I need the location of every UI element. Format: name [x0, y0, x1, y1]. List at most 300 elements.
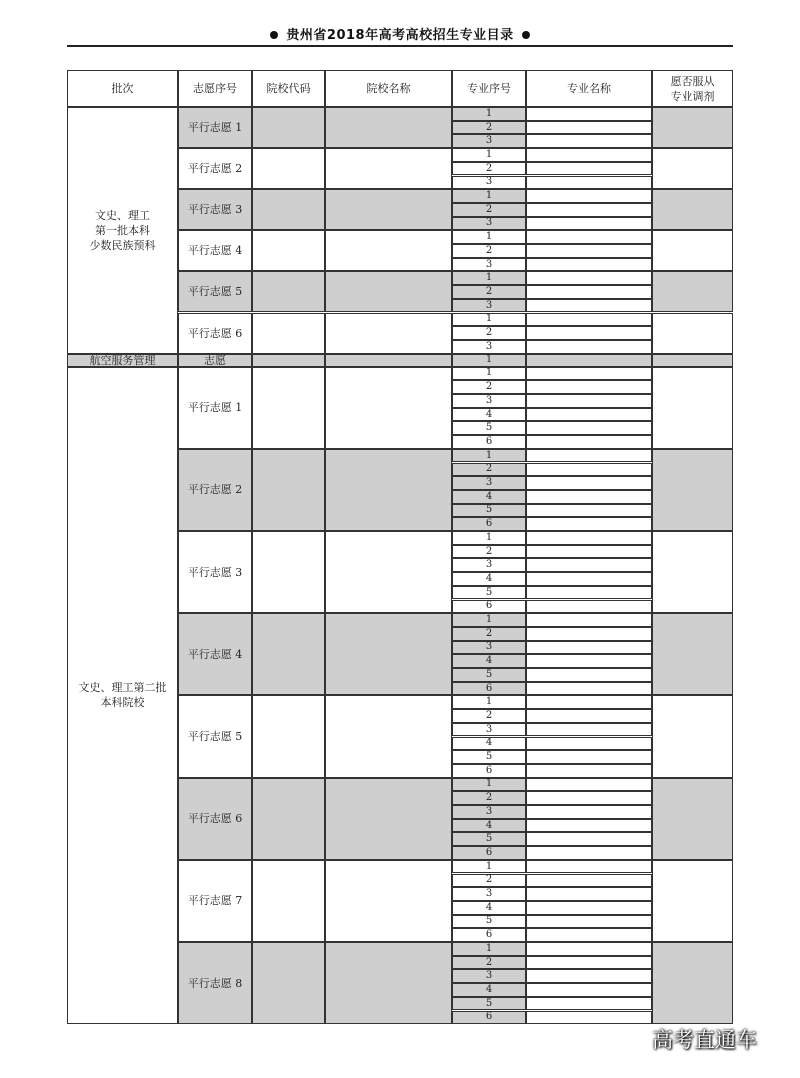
major-seq-number — [452, 162, 526, 176]
major-seq-number-text: 1 — [485, 272, 493, 284]
batch1-volunteer-5-text: 平行志愿 5 — [187, 285, 243, 299]
major-seq-number — [452, 449, 526, 463]
batch2-school-name-input — [325, 860, 452, 942]
batch2-volunteer-6 — [178, 778, 252, 860]
major-seq-number — [452, 627, 526, 641]
major-seq-number — [452, 901, 526, 915]
major-name-input — [526, 668, 652, 682]
major-name-input — [526, 203, 652, 217]
major-seq-number-text: 5 — [485, 751, 493, 763]
major-seq-number — [452, 983, 526, 997]
major-seq-number-text: 6 — [485, 435, 493, 447]
major-seq-number — [452, 504, 526, 518]
major-seq-number-text: 4 — [485, 490, 493, 502]
major-name-input — [526, 258, 652, 272]
volunteer-form-table — [67, 70, 733, 1026]
batch1-volunteer-4 — [178, 230, 252, 271]
batch2-volunteer-4 — [178, 613, 252, 695]
major-seq-number — [452, 928, 526, 942]
batch1-adjust-input — [652, 271, 733, 312]
batch1-school-name-input — [325, 107, 452, 148]
aviation-batch-label-text: 航空服务管理 — [89, 353, 156, 367]
major-seq-number-text: 3 — [485, 477, 493, 489]
major-seq-number-text: 6 — [485, 846, 493, 858]
major-seq-number — [452, 586, 526, 600]
major-seq-number-text: 2 — [485, 162, 493, 174]
batch2-adjust-input — [652, 695, 733, 777]
volunteer-no-header — [178, 70, 252, 107]
major-name-input — [526, 572, 652, 586]
batch1-school-code-input — [252, 271, 325, 312]
major-name-input — [526, 230, 652, 244]
major-seq-number — [452, 258, 526, 272]
major-name-input — [526, 983, 652, 997]
school-code-header — [252, 70, 325, 107]
major-seq-number-text: 1 — [485, 860, 493, 872]
major-seq-number — [452, 791, 526, 805]
major-seq-number-text: 2 — [485, 956, 493, 968]
batch2-school-name-input — [325, 695, 452, 777]
major-seq-number-text: 2 — [485, 381, 493, 393]
batch1-adjust-input — [652, 148, 733, 189]
major-seq-number — [452, 244, 526, 258]
major-seq-number-text: 1 — [485, 107, 493, 119]
batch2-school-code-input — [252, 860, 325, 942]
major-seq-number-text: 1 — [485, 531, 493, 543]
major-seq-number — [452, 668, 526, 682]
major-seq-number-text: 4 — [485, 655, 493, 667]
major-name-input — [526, 162, 652, 176]
major-seq-number — [452, 874, 526, 888]
major-seq-number-text: 4 — [485, 901, 493, 913]
major-seq-number-text: 3 — [485, 340, 493, 352]
batch1-school-code-input — [252, 230, 325, 271]
major-seq-number — [452, 969, 526, 983]
batch1-school-code-input — [252, 189, 325, 230]
major-seq-number — [452, 380, 526, 394]
aviation-volunteer — [178, 354, 252, 367]
batch-header-text: 批次 — [111, 82, 134, 95]
major-seq-number-text: 1 — [485, 231, 493, 243]
major-name-input — [526, 778, 652, 792]
major-name-input — [526, 545, 652, 559]
major-name-input — [526, 956, 652, 970]
major-name-input — [526, 531, 652, 545]
major-name-input — [526, 586, 652, 600]
batch2-school-name-input — [325, 778, 452, 860]
major-seq-number — [452, 230, 526, 244]
major-seq-number — [452, 326, 526, 340]
batch1-volunteer-2-text: 平行志愿 2 — [187, 162, 243, 176]
major-name-input — [526, 340, 652, 354]
major-seq-number-text: 4 — [485, 819, 493, 831]
major-seq-number — [452, 805, 526, 819]
batch1-volunteer-4-text: 平行志愿 4 — [187, 244, 243, 258]
major-seq-number — [452, 613, 526, 627]
batch2-adjust-input — [652, 531, 733, 613]
major-seq-number-text: 6 — [485, 764, 493, 776]
major-name-input — [526, 408, 652, 422]
batch1-adjust-input — [652, 230, 733, 271]
major-seq-number — [452, 435, 526, 449]
major-name-input — [526, 176, 652, 190]
major-seq-number — [452, 476, 526, 490]
batch1-school-name-input — [325, 230, 452, 271]
batch1-volunteer-1 — [178, 107, 252, 148]
batch1-volunteer-5 — [178, 271, 252, 312]
batch2-school-code-input — [252, 613, 325, 695]
major-seq-number — [452, 367, 526, 381]
major-seq-number-text: 3 — [485, 217, 493, 229]
aviation-volunteer-text: 志愿 — [204, 353, 226, 367]
major-seq-number — [452, 531, 526, 545]
major-name-input — [526, 819, 652, 833]
major-seq-number-text: 2 — [485, 627, 493, 639]
batch2-volunteer-6-text: 平行志愿 6 — [187, 812, 243, 826]
major-seq-number-text: 3 — [485, 723, 493, 735]
batch2-adjust-input — [652, 942, 733, 1024]
major-seq-number — [452, 285, 526, 299]
major-name-input — [526, 394, 652, 408]
batch2-adjust-input — [652, 860, 733, 942]
major-name-input — [526, 121, 652, 135]
batch2-volunteer-2-text: 平行志愿 2 — [187, 483, 243, 497]
major-seq-number — [452, 203, 526, 217]
major-seq-number-text: 3 — [485, 805, 493, 817]
aviation-school-name-input — [325, 354, 452, 367]
major-seq-number — [452, 148, 526, 162]
major-seq-number — [452, 558, 526, 572]
major-seq-number-text: 6 — [485, 518, 493, 530]
major-name-input — [526, 490, 652, 504]
major-seq-number — [452, 121, 526, 135]
major-seq-number — [452, 408, 526, 422]
major-seq-number-text: 4 — [485, 408, 493, 420]
major-seq-number-text: 6 — [485, 600, 493, 612]
major-seq-number — [452, 737, 526, 751]
major-seq-number-text: 3 — [485, 258, 493, 270]
batch1-volunteer-2 — [178, 148, 252, 189]
major-seq-number — [452, 107, 526, 121]
major-seq-number-text: 2 — [485, 121, 493, 133]
batch2-school-code-input — [252, 942, 325, 1024]
batch1-school-code-input — [252, 313, 325, 354]
major-name-input — [526, 942, 652, 956]
major-name-input — [526, 1011, 652, 1025]
major-seq-number-text: 5 — [485, 504, 493, 516]
major-name-input — [526, 832, 652, 846]
batch2-school-code-input — [252, 531, 325, 613]
major-seq-number — [452, 997, 526, 1011]
batch2-volunteer-4-text: 平行志愿 4 — [187, 647, 243, 661]
batch2-volunteer-8 — [178, 942, 252, 1024]
batch2-school-name-input — [325, 449, 452, 531]
batch1-volunteer-1-text: 平行志愿 1 — [187, 121, 243, 135]
major-seq-number — [452, 956, 526, 970]
major-seq-number-text: 3 — [485, 176, 493, 188]
batch2-adjust-input — [652, 449, 733, 531]
major-seq-number-text: 5 — [485, 833, 493, 845]
major-name-input — [526, 435, 652, 449]
batch1-adjust-input — [652, 107, 733, 148]
major-name-input — [526, 380, 652, 394]
batch2-volunteer-8-text: 平行志愿 8 — [187, 976, 243, 990]
major-seq-number-text: 1 — [485, 313, 493, 325]
school-code-header-text: 院校代码 — [266, 82, 311, 95]
major-seq-number-text: 1 — [485, 367, 493, 379]
major-name-input — [526, 627, 652, 641]
major-name-input — [526, 189, 652, 203]
major-no-header — [452, 70, 526, 107]
page-header — [0, 24, 800, 43]
major-seq-number — [452, 134, 526, 148]
major-seq-number — [452, 641, 526, 655]
major-seq-number-text: 4 — [485, 983, 493, 995]
major-seq-number-text: 1 — [485, 696, 493, 708]
major-seq-number — [452, 723, 526, 737]
major-seq-number — [452, 764, 526, 778]
major-seq-number — [452, 299, 526, 313]
batch2-volunteer-7 — [178, 860, 252, 942]
batch1-school-code-input — [252, 148, 325, 189]
major-name-input — [526, 504, 652, 518]
accept-adjustment-header-text: 愿否服从 专业调剂 — [670, 74, 715, 103]
batch2-school-code-input — [252, 695, 325, 777]
batch1-school-name-input — [325, 148, 452, 189]
major-name-input — [526, 641, 652, 655]
major-name-input — [526, 928, 652, 942]
major-seq-number-text: 1 — [485, 190, 493, 202]
major-name-input — [526, 613, 652, 627]
major-seq-number — [452, 832, 526, 846]
major-name-input — [526, 901, 652, 915]
major-seq-number-text: 3 — [485, 135, 493, 147]
watermark: 高考直通车 — [652, 1028, 757, 1052]
major-seq-number — [452, 600, 526, 614]
major-name-input — [526, 517, 652, 531]
major-name-input — [526, 860, 652, 874]
major-seq-number-text: 6 — [485, 682, 493, 694]
major-name-input — [526, 463, 652, 477]
major-seq-number-text: 2 — [485, 203, 493, 215]
batch2-volunteer-3-text: 平行志愿 3 — [187, 565, 243, 579]
major-seq-number — [452, 313, 526, 327]
major-name-input — [526, 654, 652, 668]
major-seq-number-text: 2 — [485, 285, 493, 297]
major-name-input — [526, 723, 652, 737]
major-name-input — [526, 846, 652, 860]
header-rule — [67, 45, 733, 47]
major-name-input — [526, 134, 652, 148]
major-seq-number — [452, 819, 526, 833]
major-seq-number-text: 5 — [485, 668, 493, 680]
major-name-input — [526, 244, 652, 258]
major-name-input — [526, 791, 652, 805]
accept-adjustment-header — [652, 70, 733, 107]
major-seq-number — [452, 572, 526, 586]
major-seq-number — [452, 887, 526, 901]
major-name-input — [526, 299, 652, 313]
major-seq-number-text: 3 — [485, 394, 493, 406]
major-name-input — [526, 148, 652, 162]
major-name-input — [526, 367, 652, 381]
school-name-header-text: 院校名称 — [366, 82, 411, 95]
major-seq-number-text: 5 — [485, 586, 493, 598]
batch1-adjust-input — [652, 189, 733, 230]
major-seq-number-text: 2 — [485, 327, 493, 339]
batch2-school-code-input — [252, 778, 325, 860]
major-name-input — [526, 326, 652, 340]
major-seq-number-text: 5 — [485, 997, 493, 1009]
batch1-volunteer-3 — [178, 189, 252, 230]
major-seq-number-text: 1 — [485, 449, 493, 461]
major-no-header-text: 专业序号 — [467, 82, 511, 95]
aviation-major-seq-text: 1 — [485, 354, 493, 366]
major-seq-number-text: 5 — [485, 422, 493, 434]
major-seq-number-text: 2 — [485, 709, 493, 721]
major-name-input — [526, 600, 652, 614]
major-seq-number-text: 2 — [485, 792, 493, 804]
batch1-label-text: 文史、理工 第一批本科 少数民族预科 — [89, 208, 156, 252]
batch2-school-name-input — [325, 531, 452, 613]
major-seq-number-text: 2 — [485, 545, 493, 557]
major-seq-number — [452, 778, 526, 792]
batch2-label — [67, 367, 178, 1025]
major-seq-number — [452, 709, 526, 723]
batch2-adjust-input — [652, 367, 733, 449]
major-seq-number — [452, 517, 526, 531]
major-name-input — [526, 709, 652, 723]
major-seq-number-text: 3 — [485, 299, 493, 311]
major-name-input — [526, 764, 652, 778]
school-name-header — [325, 70, 452, 107]
major-seq-number — [452, 490, 526, 504]
aviation-school-code-input — [252, 354, 325, 367]
major-name-input — [526, 695, 652, 709]
major-seq-number-text: 3 — [485, 559, 493, 571]
major-seq-number-text: 1 — [485, 614, 493, 626]
major-seq-number — [452, 695, 526, 709]
major-seq-number-text: 4 — [485, 737, 493, 749]
major-seq-number — [452, 654, 526, 668]
batch1-adjust-input — [652, 313, 733, 354]
batch2-label-text: 文史、理工第二批 本科院校 — [78, 681, 167, 710]
major-name-input — [526, 682, 652, 696]
batch2-volunteer-5 — [178, 695, 252, 777]
major-name-input — [526, 107, 652, 121]
major-seq-number-text: 1 — [485, 942, 493, 954]
major-seq-number-text: 1 — [485, 148, 493, 160]
batch2-volunteer-7-text: 平行志愿 7 — [187, 894, 243, 908]
batch2-volunteer-5-text: 平行志愿 5 — [187, 729, 243, 743]
major-seq-number — [452, 545, 526, 559]
major-name-input — [526, 558, 652, 572]
batch2-school-code-input — [252, 449, 325, 531]
major-name-input — [526, 217, 652, 231]
major-seq-number-text: 3 — [485, 641, 493, 653]
major-name-input — [526, 874, 652, 888]
major-name-input — [526, 805, 652, 819]
aviation-major-seq — [452, 354, 526, 367]
major-name-input — [526, 271, 652, 285]
major-name-header — [526, 70, 652, 107]
major-seq-number — [452, 176, 526, 190]
major-name-input — [526, 449, 652, 463]
major-seq-number-text: 4 — [485, 572, 493, 584]
major-seq-number — [452, 846, 526, 860]
major-seq-number-text: 2 — [485, 463, 493, 475]
major-seq-number — [452, 942, 526, 956]
page-title: 贵州省2018年高考高校招生专业目录 — [286, 28, 514, 43]
major-name-input — [526, 750, 652, 764]
batch2-school-name-input — [325, 942, 452, 1024]
batch2-volunteer-3 — [178, 531, 252, 613]
major-name-input — [526, 997, 652, 1011]
major-seq-number — [452, 750, 526, 764]
major-seq-number-text: 1 — [485, 778, 493, 790]
batch2-school-name-input — [325, 613, 452, 695]
batch1-volunteer-6 — [178, 313, 252, 354]
major-seq-number-text: 6 — [485, 929, 493, 941]
major-seq-number-text: 3 — [485, 970, 493, 982]
batch2-volunteer-1-text: 平行志愿 1 — [187, 401, 243, 415]
aviation-adjust-input — [652, 354, 733, 367]
aviation-major-name-input — [526, 354, 652, 367]
major-seq-number — [452, 189, 526, 203]
major-seq-number — [452, 394, 526, 408]
major-seq-number-text: 2 — [485, 874, 493, 886]
major-name-input — [526, 915, 652, 929]
major-name-input — [526, 313, 652, 327]
major-seq-number — [452, 463, 526, 477]
major-name-input — [526, 969, 652, 983]
major-seq-number-text: 5 — [485, 915, 493, 927]
batch2-adjust-input — [652, 778, 733, 860]
major-seq-number — [452, 860, 526, 874]
batch2-adjust-input — [652, 613, 733, 695]
major-seq-number-text: 2 — [485, 244, 493, 256]
batch-header — [67, 70, 178, 107]
major-seq-number — [452, 421, 526, 435]
volunteer-no-header-text: 志愿序号 — [193, 82, 237, 95]
major-name-input — [526, 476, 652, 490]
major-name-header-text: 专业名称 — [567, 82, 611, 95]
major-seq-number-text: 6 — [485, 1011, 493, 1023]
batch1-volunteer-3-text: 平行志愿 3 — [187, 203, 243, 217]
batch1-school-name-input — [325, 271, 452, 312]
major-seq-number — [452, 1011, 526, 1025]
batch1-volunteer-6-text: 平行志愿 6 — [187, 326, 243, 340]
batch1-school-name-input — [325, 313, 452, 354]
major-name-input — [526, 285, 652, 299]
aviation-batch-label — [67, 354, 178, 367]
major-seq-number — [452, 915, 526, 929]
bullet-icon — [270, 31, 278, 39]
batch1-school-name-input — [325, 189, 452, 230]
batch1-label — [67, 107, 178, 354]
batch2-school-name-input — [325, 367, 452, 449]
major-seq-number — [452, 682, 526, 696]
major-name-input — [526, 421, 652, 435]
batch2-volunteer-1 — [178, 367, 252, 449]
major-seq-number — [452, 217, 526, 231]
major-name-input — [526, 737, 652, 751]
major-seq-number-text: 3 — [485, 888, 493, 900]
batch1-school-code-input — [252, 107, 325, 148]
major-seq-number — [452, 271, 526, 285]
bullet-icon — [522, 31, 530, 39]
batch2-volunteer-2 — [178, 449, 252, 531]
